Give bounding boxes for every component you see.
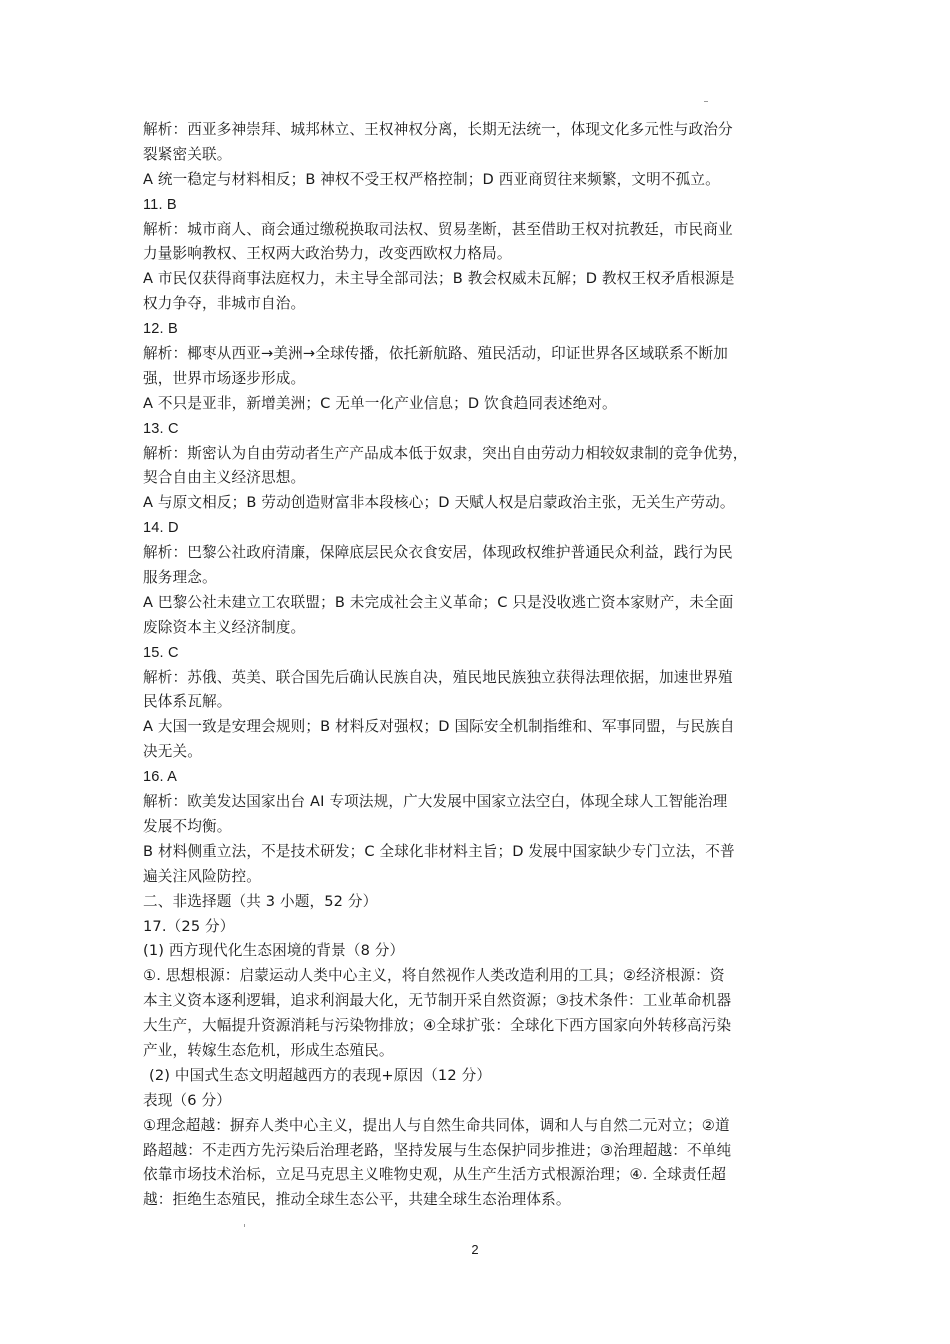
scan-speck [704,101,708,102]
text-line: 越：拒绝生态殖民，推动全球生态公平，共建全球生态治理体系。 [143,1191,571,1209]
text-line: 路超越：不走西方先污染后治理老路，坚持发展与生态保护同步推进；③治理超越：不单纯 [143,1141,732,1159]
text-line: A 不只是亚非，新增美洲；C 无单一化产业信息；D 饮食趋同表述绝对。 [143,394,617,412]
text-line: 大生产，大幅提升资源消耗与污染物排放；④全球扩张：全球化下西方国家向外转移高污染 [143,1017,732,1035]
answer-text-block [143,118,813,1213]
text-line: ①. 思想根源：启蒙运动人类中心主义，将自然视作人类改造利用的工具；②经济根源：资 [143,967,725,985]
text-line: 裂紧密关联。 [143,145,232,163]
scan-speck [244,1224,245,1227]
text-line: A 统一稳定与材料相反；B 神权不受王权严格控制；D 西亚商贸往来频繁，文明不孤立。 [143,170,720,188]
text-line: 强，世界市场逐步形成。 [143,369,306,387]
question-number: 12. B [143,321,178,338]
text-line: 契合自由主义经济思想。 [143,469,306,487]
text-line: 决无关。 [143,743,202,761]
text-line: 解析：城市商人、商会通过缴税换取司法权、贸易垄断，甚至借助王权对抗教廷，市民商业 [143,220,733,238]
question-number: 11. B [143,196,177,213]
page-number: 2 [471,1242,479,1257]
question-number: 15. C [143,644,179,661]
text-line: A 市民仅获得商事法庭权力，未主导全部司法；B 教会权威未瓦解；D 教权王权矛盾根源是 [143,270,735,288]
text-line: 解析：斯密认为自由劳动者生产产品成本低于奴隶，突出自由劳动力相较奴隶制的竞争优势， [143,444,748,462]
text-line: ①理念超越：摒弃人类中心主义，提出人与自然生命共同体，调和人与自然二元对立；②道 [143,1116,730,1134]
text-line: 本主义资本逐利逻辑，追求利润最大化，无节制开采自然资源；③技术条件：工业革命机器 [143,992,732,1010]
text-line: B 材料侧重立法，不是技术研发；C 全球化非材料主旨；D 发展中国家缺少专门立法，不普 [143,842,735,860]
text-line: 权力争夺，非城市自治。 [143,295,306,313]
text-line: 表现（6 分） [143,1091,231,1109]
text-line: A 与原文相反；B 劳动创造财富非本段核心；D 天赋人权是启蒙政治主张，无关生产劳动。 [143,494,735,512]
text-line: A 巴黎公社未建立工农联盟；B 未完成社会主义革命；C 只是没收逃亡资本家财产，未全面 [143,593,734,611]
text-line: 遍关注风险防控。 [143,867,261,885]
question-number: 13. C [143,420,179,437]
question-number: 17.（25 分） [143,917,235,935]
text-line: 解析：西亚多神崇拜、城邦林立、王权神权分离，长期无法统一，体现文化多元性与政治分 [143,121,733,138]
question-number: 14. D [143,520,179,537]
text-line: 解析：巴黎公社政府清廉，保障底层民众衣食安居，体现政权维护普通民众利益，践行为民 [143,544,733,562]
question-number: 16. A [143,769,178,786]
text-line: 废除资本主义经济制度。 [143,618,306,636]
text-line: 发展不均衡。 [143,817,232,835]
subquestion-heading: (2) 中国式生态文明超越西方的表现+原因（12 分） [149,1066,492,1084]
section-heading: 二、非选择题（共 3 小题，52 分） [143,892,378,910]
text-line: 解析：欧美发达国家出台 AI 专项法规，广大发展中国家立法空白，体现全球人工智能治理 [143,793,728,811]
text-line: 依靠市场技术治标，立足马克思主义唯物史观，从生产生活方式根源治理；④. 全球责任超 [143,1166,727,1184]
text-line: 服务理念。 [143,569,217,587]
text-line: 解析：椰枣从西亚→美洲→全球传播，依托新航路、殖民活动，印证世界各区域联系不断加 [143,345,729,363]
text-line: A 大国一致是安理会规则；B 材料反对强权；D 国际安全机制指维和、军事同盟，与民族自 [143,718,735,736]
text-line: 力量影响教权、王权两大政治势力，改变西欧权力格局。 [143,245,512,263]
text-line: 产业，转嫁生态危机，形成生态殖民。 [143,1041,394,1059]
text-line: 解析：苏俄、英美、联合国先后确认民族自决，殖民地民族独立获得法理依据，加速世界殖 [143,668,733,686]
text-line: 民体系瓦解。 [143,693,232,711]
subquestion-heading: (1) 西方现代化生态困境的背景（8 分） [143,942,405,960]
